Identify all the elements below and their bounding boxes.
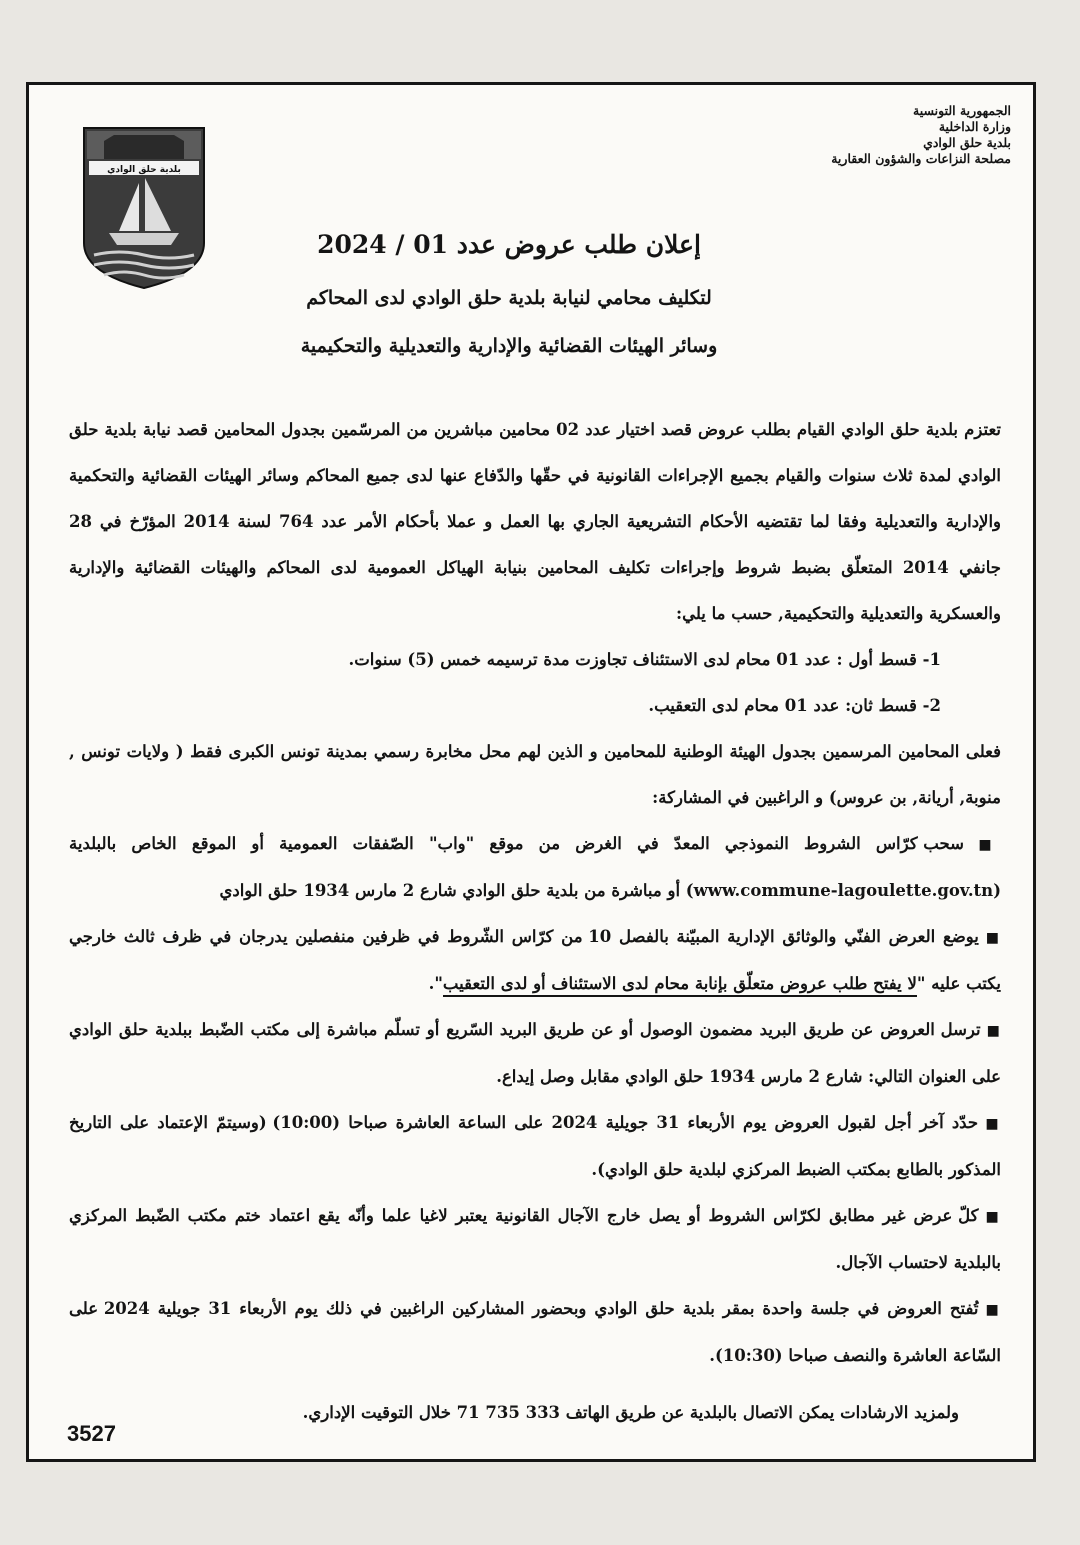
intro-paragraph: تعتزم بلدية حلق الوادي القيام بطلب عروض قصد اختيار عدد 02 محامين مباشرين من المرسّمين بجدول المحامين قصد نيابة بلدية حلق الوادي لمدة ثلاث سنوات والقيام بجميع الإجراءات القانونية في حقّها والدّفاع عنها لدى جميع المحاكم وسائر الهيئات القضائية والتحكمية والإدارية والتعديلية وفقا لما تقتضيه الأحكام التشريعية الجاري بها العمل و عملا بأحكام الأمر عدد 764 لسنة 2014 المؤرّخ في 28 جانفي 2014 المتعلّق بضبط شروط وإجراءات تكليف المحامين بنيابة الهياكل العمومية لدى المحاكم والهيئات القضائية والإدارية والعسكرية والتعديلية والتحكيمية, حسب ما يلي: bbox=[69, 420, 1002, 623]
announcement-subtitle-1: لتكليف محامي لنيابة بلدية حلق الوادي لدى المحاكم bbox=[306, 287, 712, 309]
bullet-download-text-end: ) أو مباشرة من بلدية حلق الوادي شارع 2 مارس 1934 حلق الوادي bbox=[219, 881, 694, 900]
bullet-download-specs bbox=[69, 821, 1001, 914]
document-number: 3527 bbox=[67, 1421, 116, 1446]
bullet-deadline: ■ حدّد آخر أجل لقبول العروض يوم الأربعاء 31 جويلية 2024 على الساعة العاشرة صباحا (10:00) (وسيتمّ الإعتماد على التاريخ المذكور بالطابع بمكتب الضبط المركزي لبلدية حلق الوادي). bbox=[69, 1100, 1001, 1193]
bullet-envelopes-text-end: ". bbox=[428, 974, 443, 993]
header-line-republic: الجمهورية التونسية bbox=[913, 103, 1011, 118]
header-line-municipality: بلدية حلق الوادي bbox=[923, 135, 1011, 150]
installment-2: 2- قسط ثان: عدد 01 محام لدى التعقيب. bbox=[648, 696, 941, 715]
document-page bbox=[26, 82, 1036, 1462]
bullet-non-compliance: ■ كلّ عرض غير مطابق لكرّاس الشروط أو يصل خارج الآجال القانونية يعتبر لاغيا علما وأنّه يقع اعتماد ختم مكتب الضّبط المركزي بالبلدية لاحتساب الآجال. bbox=[69, 1193, 1001, 1286]
bullet-submission: ■ ترسل العروض عن طريق البريد مضمون الوصول أو عن طريق البريد السّريع أو تسلّم مباشرة إلى مكتب الضّبط ببلدية حلق الوادي على العنوان التالي: شارع 2 مارس 1934 حلق الوادي مقابل وصل إيداع. bbox=[69, 1007, 1001, 1100]
header-line-ministry: وزارة الداخلية bbox=[938, 119, 1011, 134]
header-line-department: مصلحة النزاعات والشؤون العقارية bbox=[831, 151, 1011, 166]
announcement-subtitle-2: وسائر الهيئات القضائية والإدارية والتعديلية والتحكيمية bbox=[300, 335, 718, 357]
bullet-opening-session: ■ تُفتح العروض في جلسة واحدة بمقر بلدية حلق الوادي وبحضور المشاركين الراغبين في ذلك يوم الأربعاء 31 جويلية 2024 على السّاعة العاشرة والنصف صباحا (10:30). bbox=[69, 1286, 1001, 1379]
municipality-logo bbox=[79, 123, 209, 293]
svg-text:بلدية حلق الوادي: بلدية حلق الوادي bbox=[107, 165, 181, 175]
eligibility-paragraph: فعلى المحامين المرسمين بجدول الهيئة الوطنية للمحامين و الذين لهم محل مخابرة رسمي بمدينة تونس الكبرى فقط ( ولايات تونس , منوبة, أريانة, بن عروس) و الراغبين في المشاركة: bbox=[69, 742, 1001, 807]
bullet-envelopes-text-start: يوضع العرض الفنّي والوثائق الإدارية المبيّنة بالفصل 10 من كرّاس الشّروط في ظرفين منفصلين يدرجان في ظرف ثالث خارجي يكتب عليه " bbox=[69, 927, 1001, 993]
announcement-title: إعلان طلب عروض عدد 01 / 2024 bbox=[317, 230, 701, 259]
government-header bbox=[771, 103, 1011, 167]
announcement-body bbox=[69, 407, 1001, 1379]
envelope-inscription: لا يفتح طلب عروض متعلّق بإنابة محام لدى الاستئناف أو لدى التعقيب bbox=[443, 974, 917, 997]
installment-1: 1- قسط أول : عدد 01 محام لدى الاستئناف تجاوزت مدة ترسيمه خمس (5) سنوات. bbox=[348, 650, 941, 669]
bullet-envelopes bbox=[69, 914, 1001, 1007]
bullet-download-text-start: سحب كرّاس الشروط النموذجي المعدّ في الغرض من موقع "واب" الصّفقات العمومية أو الموقع الخاص بالبلدية ( bbox=[69, 834, 1001, 900]
municipality-website: www.commune-lagoulette.gov.tn bbox=[693, 881, 994, 900]
contact-info: ولمزيد الارشادات يمكن الاتصال بالبلدية عن طريق الهاتف 333 735 71 خلال التوقيت الإداري. bbox=[302, 1403, 959, 1422]
